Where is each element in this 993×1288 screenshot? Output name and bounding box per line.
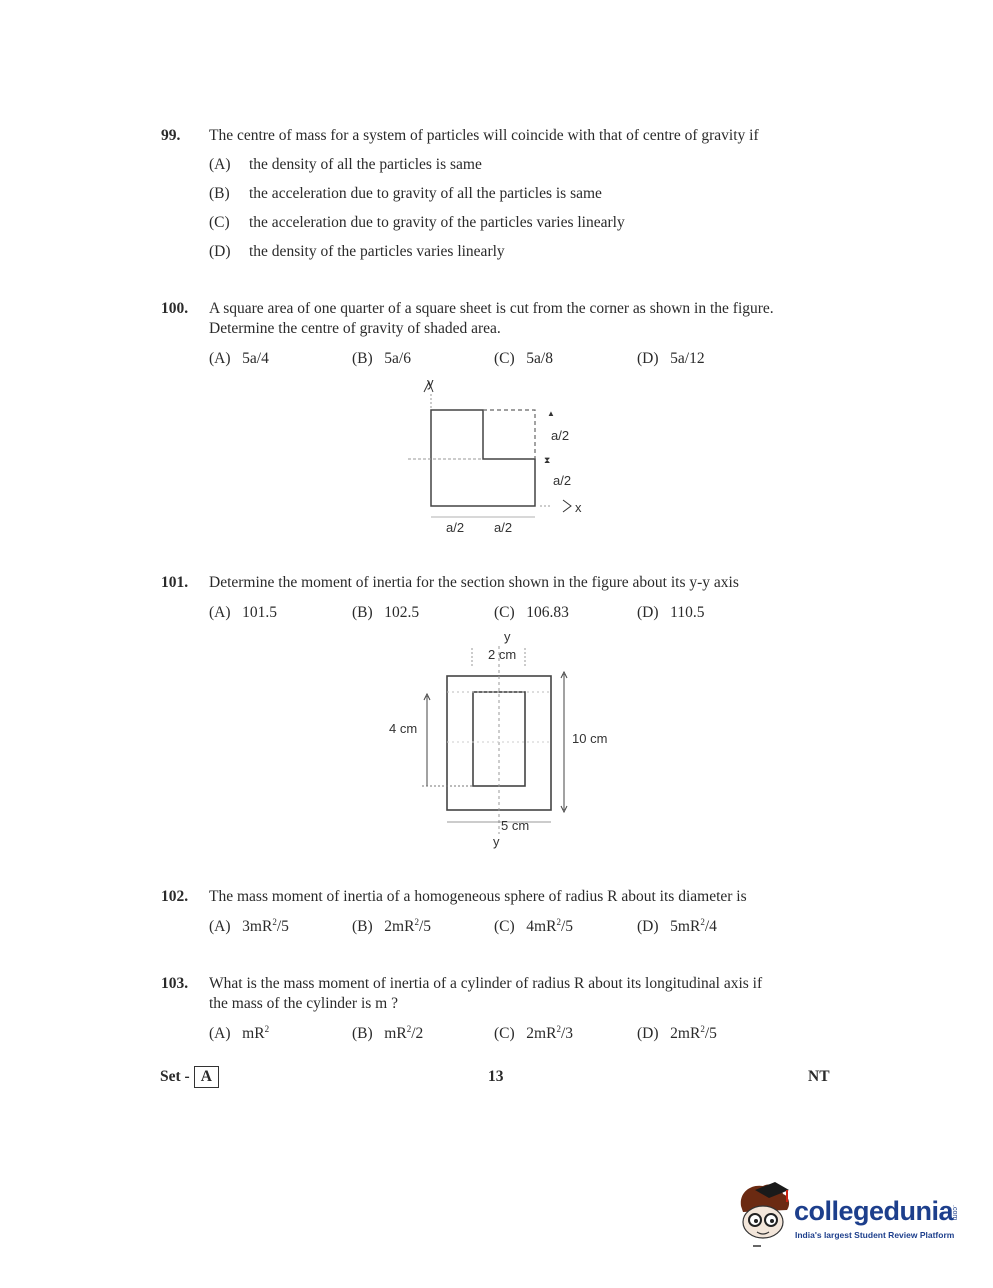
q101-fig-left-dim: 4 cm bbox=[389, 721, 418, 736]
logo-tagline: India's largest Student Review Platform bbox=[795, 1230, 955, 1240]
q100-tick-top: ▲ bbox=[547, 409, 555, 418]
q103-text-line1: What is the mass moment of inertia of a cylinder of radius R about its longitudinal axis if bbox=[209, 975, 763, 992]
q101-option-c: (C) 106.83 bbox=[494, 604, 569, 621]
q99-option-a-text: the density of all the particles is same bbox=[249, 156, 482, 173]
q99-option-b: (B) bbox=[209, 185, 230, 202]
q100-x-arrow bbox=[563, 500, 571, 512]
q99-option-c-text: the acceleration due to gravity of the particles varies linearly bbox=[249, 214, 625, 231]
q103-option-c: (C) $2mR^2/3$ bbox=[494, 1024, 574, 1043]
q100-option-b: (B) 5a/6 bbox=[352, 350, 411, 367]
q100-fig-bottom-left: a/2 bbox=[446, 520, 465, 535]
q103-option-a: (A) $mR^2$ bbox=[209, 1024, 270, 1043]
q102-option-d: (D) $5mR^2/4$ bbox=[637, 917, 717, 936]
q101-fig-right-dim: 10 cm bbox=[572, 731, 608, 746]
q99-option-a: (A) bbox=[209, 156, 231, 173]
q101-option-b: (B) 102.5 bbox=[352, 604, 420, 621]
q99-number: 99. bbox=[161, 127, 181, 144]
q100-fig-y-label: y bbox=[427, 375, 434, 390]
q100-number: 100. bbox=[161, 300, 189, 317]
q100-fig-x-label: x bbox=[575, 500, 582, 515]
q102-number: 102. bbox=[161, 888, 189, 905]
q99-option-d: (D) bbox=[209, 243, 231, 260]
footer-set: Set - A bbox=[160, 1066, 219, 1088]
collegedunia-mascot-icon bbox=[735, 1180, 795, 1250]
page-number: 13 bbox=[488, 1068, 504, 1085]
q100-fig-bottom-right: a/2 bbox=[494, 520, 513, 535]
q100-option-a: (A) 5a/4 bbox=[209, 350, 269, 367]
q101-fig-bottom-dim: 5 cm bbox=[501, 818, 530, 833]
q103-option-d: (D) $2mR^2/5$ bbox=[637, 1024, 717, 1043]
q103-option-b: (B) $mR^2/2$ bbox=[352, 1024, 424, 1043]
q102-option-a: (A) $3mR^2/5$ bbox=[209, 917, 289, 936]
q102-option-c: (C) $4mR^2/5$ bbox=[494, 917, 574, 936]
q101-fig-y-top: y bbox=[504, 629, 511, 644]
q100-option-c: (C) 5a/8 bbox=[494, 350, 553, 367]
q101-text: Determine the moment of inertia for the section shown in the figure about its y-y axis bbox=[209, 574, 739, 591]
q103-text-line2: the mass of the cylinder is m ? bbox=[209, 995, 398, 1012]
q102-option-b: (B) $2mR^2/5$ bbox=[352, 917, 432, 936]
footer-set-box: A bbox=[194, 1066, 219, 1088]
q100-text-line1: A square area of one quarter of a square sheet is cut from the corner as shown in the figure. bbox=[209, 300, 774, 317]
q100-shaded-area bbox=[431, 410, 535, 506]
q100-figure bbox=[400, 372, 600, 542]
footer-code: NT bbox=[808, 1068, 830, 1085]
q100-text-line2: Determine the centre of gravity of shaded area. bbox=[209, 320, 501, 337]
q101-option-a: (A) 101.5 bbox=[209, 604, 278, 621]
logo-name: collegedunia bbox=[794, 1196, 954, 1226]
q101-number: 101. bbox=[161, 574, 189, 591]
q99-option-b-text: the acceleration due to gravity of all the particles is same bbox=[249, 185, 602, 202]
q103-number: 103. bbox=[161, 975, 189, 992]
q101-fig-top-dim: 2 cm bbox=[488, 647, 517, 662]
q100-option-d: (D) 5a/12 bbox=[637, 350, 705, 367]
q99-option-d-text: the density of the particles varies linearly bbox=[249, 243, 505, 260]
q102-text: The mass moment of inertia of a homogeneous sphere of radius R about its diameter is bbox=[209, 888, 747, 905]
q99-option-c: (C) bbox=[209, 214, 230, 231]
q100-tick-mid: ⧗ bbox=[544, 455, 551, 465]
q99-text: The centre of mass for a system of particles will coincide with that of centre of gravity if bbox=[209, 127, 759, 144]
q100-cut-corner bbox=[483, 410, 535, 459]
logo-suffix: .com bbox=[951, 1205, 958, 1221]
q101-figure bbox=[380, 626, 630, 856]
q100-fig-right-top: a/2 bbox=[551, 428, 570, 443]
q101-fig-y-bottom: y bbox=[493, 834, 500, 849]
q100-fig-right-bottom: a/2 bbox=[553, 473, 572, 488]
q101-option-d: (D) 110.5 bbox=[637, 604, 705, 621]
